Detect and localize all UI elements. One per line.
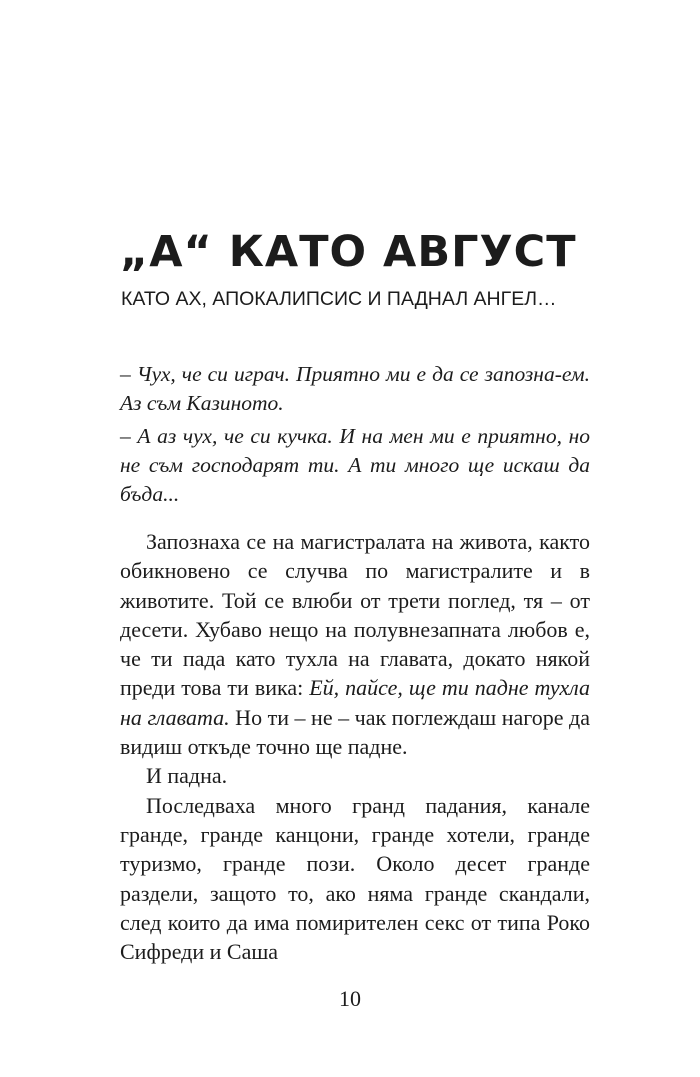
page-number: 10 xyxy=(339,986,361,1011)
paragraph xyxy=(120,527,590,761)
body-text xyxy=(120,527,590,966)
paragraph-text: Но ти – не – чак поглеждаш нагоре да видиш откъде точно ще падне. xyxy=(120,704,590,760)
epigraph-line: – А аз чух, че си кучка. И на мен ми е приятно, но не съм господарят ти. А ти много ще искаш да бъда... xyxy=(120,424,590,506)
epigraph xyxy=(120,360,590,513)
paragraph: Последваха много гранд падания, канале гранде, гранде канцони, гранде хотели, гранде туризмо, гранде пози. Около десет гранде раздели, защото то, ако няма гранде скандали, след които да има помирителен секс от типа Роко Сифреди и Саша xyxy=(120,792,590,965)
paragraph-text: Запознаха се на магистралата на живота, както обикновено се случва по магистралите и в животите. Той се влюби от трети поглед, тя – от десети. Хубаво нещо на полувнезапната любов е, че ти пада като тухла на главата, докато някой преди това ти вика: xyxy=(120,529,590,701)
epigraph-line: – Чух, че си играч. Приятно ми е да се запозна-ем. Аз съм Казиното. xyxy=(120,362,590,415)
chapter-subtitle: КАТО АХ, АПОКАЛИПСИС И ПАДНАЛ АНГЕЛ… xyxy=(121,288,557,310)
paragraph-quote: Ей, пайсе, ще ти падне тухла на главата. xyxy=(120,675,590,730)
paragraph: И падна. xyxy=(146,763,228,789)
chapter-title: „А“ КАТО АВГУСТ xyxy=(120,227,577,277)
